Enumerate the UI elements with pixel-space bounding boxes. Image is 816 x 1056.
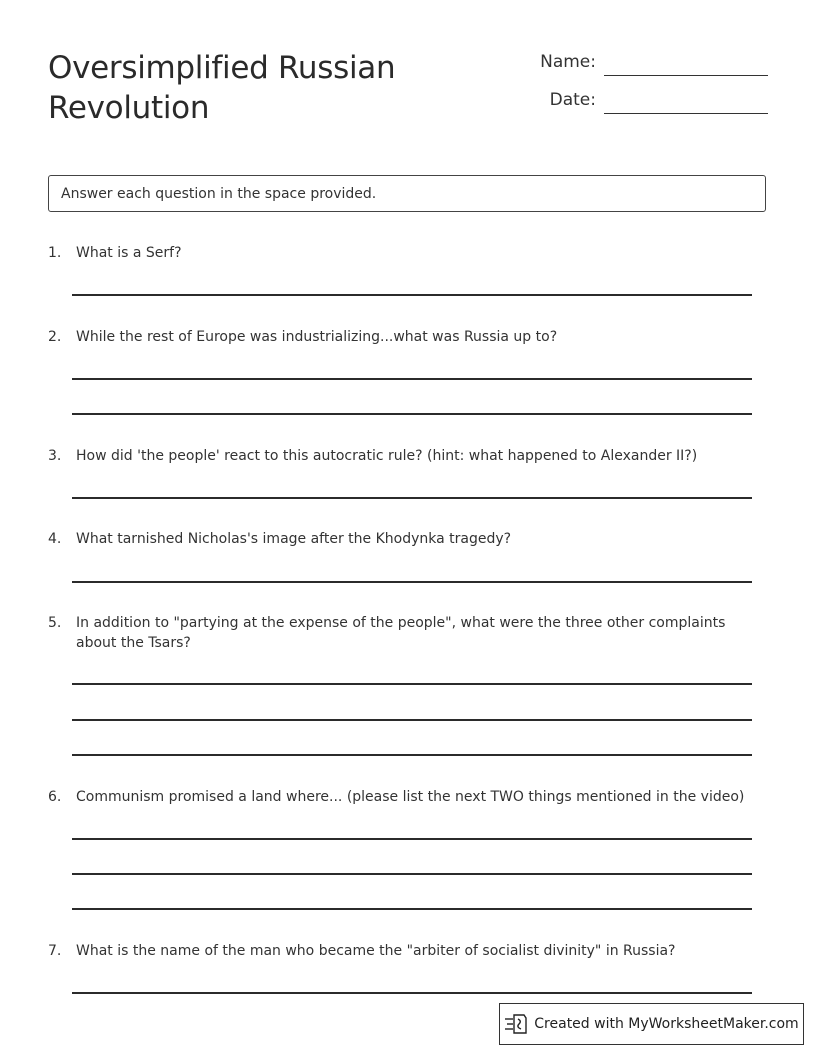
question-text: What is a Serf? bbox=[76, 245, 182, 261]
answer-line[interactable] bbox=[72, 683, 752, 685]
question-number: 5. bbox=[48, 615, 62, 631]
name-line[interactable] bbox=[604, 75, 768, 76]
footer-credit[interactable] bbox=[499, 1003, 804, 1045]
question-text: What is the name of the man who became the "arbiter of socialist divinity" in Russia? bbox=[76, 943, 676, 959]
answer-line[interactable] bbox=[72, 378, 752, 380]
question-number: 1. bbox=[48, 245, 62, 261]
footer-text: Created with MyWorksheetMaker.com bbox=[534, 1016, 799, 1032]
worksheet-logo-icon bbox=[504, 1013, 528, 1035]
answer-line[interactable] bbox=[72, 873, 752, 875]
date-line[interactable] bbox=[604, 113, 768, 114]
answer-line[interactable] bbox=[72, 754, 752, 756]
question-text: What tarnished Nicholas's image after the Khodynka tragedy? bbox=[76, 531, 512, 547]
answer-line[interactable] bbox=[72, 908, 752, 910]
date-label: Date: bbox=[549, 90, 596, 110]
answer-line[interactable] bbox=[72, 992, 752, 994]
answer-line[interactable] bbox=[72, 838, 752, 840]
question-text: Communism promised a land where... (please list the next TWO things mentioned in the video) bbox=[76, 789, 745, 805]
date-field[interactable] bbox=[520, 90, 768, 114]
answer-line[interactable] bbox=[72, 497, 752, 499]
answer-line[interactable] bbox=[72, 581, 752, 583]
name-field[interactable] bbox=[520, 52, 768, 76]
answer-line[interactable] bbox=[72, 413, 752, 415]
question-text: While the rest of Europe was industrializing...what was Russia up to? bbox=[76, 329, 558, 345]
question-number: 6. bbox=[48, 789, 62, 805]
question-text: How did 'the people' react to this autocratic rule? (hint: what happened to Alexander II?) bbox=[76, 448, 698, 464]
worksheet-title: Oversimplified Russian Revolution bbox=[48, 50, 396, 126]
answer-line[interactable] bbox=[72, 294, 752, 296]
answer-line[interactable] bbox=[72, 719, 752, 721]
instructions-box: Answer each question in the space provided. bbox=[48, 175, 766, 212]
name-label: Name: bbox=[540, 52, 596, 72]
question-text: In addition to "partying at the expense of the people", what were the three other complaints about the Tsars? bbox=[76, 615, 726, 651]
question-number: 7. bbox=[48, 943, 62, 959]
question-number: 4. bbox=[48, 531, 62, 547]
question-number: 2. bbox=[48, 329, 62, 345]
question-number: 3. bbox=[48, 448, 62, 464]
